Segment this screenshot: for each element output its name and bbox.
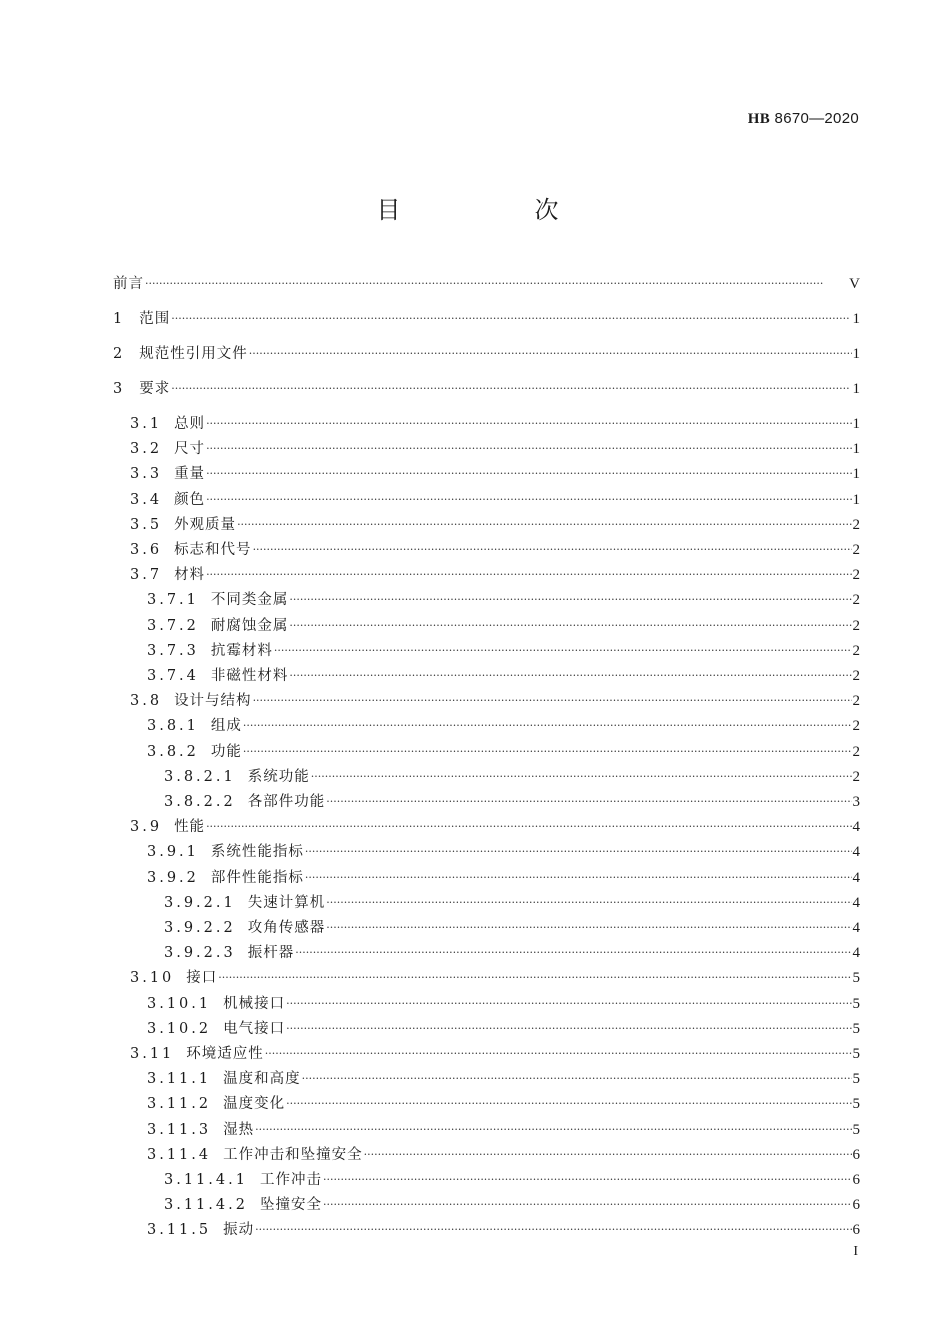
toc-entry[interactable]: [147, 666, 860, 686]
toc-entry[interactable]: [130, 968, 860, 988]
toc-entry-number: 3.11.4.1: [164, 1172, 248, 1188]
toc-dot-leader: [206, 439, 851, 459]
toc-dot-leader: [243, 742, 852, 762]
toc-entry-page: 4: [852, 945, 860, 961]
toc-entry[interactable]: [130, 540, 860, 560]
toc-dot-leader: [206, 565, 851, 585]
toc-entry-page: 2: [852, 542, 860, 558]
toc-dot-leader: [323, 1195, 852, 1215]
toc-entry-label: 要求: [139, 381, 171, 397]
toc-entry-label: 各部件功能: [247, 794, 326, 810]
toc-entry-page: 5: [852, 1122, 860, 1138]
toc-dot-leader: [253, 540, 852, 560]
toc-entry-number: 3.9: [130, 819, 163, 835]
toc-dot-leader: [326, 918, 851, 938]
toc-entry[interactable]: [147, 842, 860, 862]
toc-entry-page: 6: [852, 1222, 860, 1238]
toc-dot-leader: [206, 817, 851, 837]
toc-entry[interactable]: [147, 1120, 860, 1140]
toc-entry-number: 3.9.2.3: [164, 945, 236, 961]
toc-entry[interactable]: [130, 490, 860, 510]
toc-entry-page: 1: [852, 492, 860, 508]
toc-dot-leader: [253, 691, 852, 711]
toc-entry[interactable]: [130, 464, 860, 484]
toc-dot-leader: [305, 842, 852, 862]
toc-entry-label: 环境适应性: [186, 1046, 264, 1062]
toc-entry[interactable]: [113, 379, 860, 399]
toc-entry-label: 耐腐蚀金属: [210, 618, 289, 634]
toc-dot-leader: [305, 868, 852, 888]
toc-entry[interactable]: [113, 274, 860, 294]
toc-entry-page: 2: [852, 769, 860, 785]
toc-entry[interactable]: [164, 1170, 860, 1190]
toc-dot-leader: [145, 274, 848, 294]
toc-entry-page: 5: [852, 996, 860, 1012]
toc-entry-label: 接口: [186, 970, 218, 986]
toc-entry-label: 总则: [174, 416, 206, 432]
toc-entry-page: 5: [852, 970, 860, 986]
toc-entry-label: 温度变化: [223, 1096, 286, 1112]
toc-entry-number: 3.7.2: [147, 618, 199, 634]
toc-dot-leader: [206, 490, 851, 510]
toc-entry-label: 振动: [223, 1222, 255, 1238]
toc-dot-leader: [323, 1170, 852, 1190]
toc-entry-page: V: [849, 276, 860, 292]
standard-code-prefix: HB: [747, 111, 771, 127]
toc-entry-number: 3.2: [130, 441, 163, 457]
toc-entry[interactable]: [147, 994, 860, 1014]
toc-entry-number: 3.5: [130, 517, 163, 533]
toc-dot-leader: [237, 515, 851, 535]
toc-entry-label: 攻角传感器: [247, 920, 326, 936]
toc-entry-page: 2: [852, 618, 860, 634]
toc-entry-number: 3.8.2: [147, 744, 199, 760]
toc-entry[interactable]: [164, 943, 860, 963]
toc-entry-label: 性能: [174, 819, 206, 835]
toc-entry-label: 材料: [174, 567, 206, 583]
toc-dot-leader: [289, 616, 851, 636]
toc-entry-label: 机械接口: [223, 996, 286, 1012]
toc-dot-leader: [274, 641, 852, 661]
toc-entry-number: 3.1: [130, 416, 163, 432]
toc-dot-leader: [286, 1019, 851, 1039]
toc-entry[interactable]: [147, 742, 860, 762]
toc-entry[interactable]: [147, 1094, 860, 1114]
toc-entry-page: 5: [852, 1096, 860, 1112]
toc-entry-number: 3.4: [130, 492, 163, 508]
toc-entry-page: 1: [852, 466, 860, 482]
toc-dot-leader: [289, 590, 851, 610]
toc-entry-page: 5: [852, 1071, 860, 1087]
toc-entry-page: 1: [852, 311, 860, 327]
toc-dot-leader: [311, 767, 852, 787]
toc-entry-number: 3.10: [130, 970, 175, 986]
toc-entry[interactable]: [164, 893, 860, 913]
toc-entry-page: 5: [852, 1021, 860, 1037]
toc-entry[interactable]: [147, 641, 860, 661]
toc-entry[interactable]: [130, 691, 860, 711]
toc-dot-leader: [206, 464, 851, 484]
toc-entry-number: 3.11.1: [147, 1071, 212, 1087]
toc-entry-page: 4: [852, 819, 860, 835]
toc-entry-page: 2: [852, 517, 860, 533]
toc-dot-leader: [364, 1145, 852, 1165]
toc-entry-number: 3.10.2: [147, 1021, 212, 1037]
toc-entry-label: 非磁性材料: [210, 668, 289, 684]
toc-entry-page: 4: [852, 870, 860, 886]
toc-entry-label: 颜色: [174, 492, 206, 508]
toc-entry[interactable]: [130, 1044, 860, 1064]
toc-dot-leader: [286, 994, 851, 1014]
toc-entry-page: 2: [852, 693, 860, 709]
toc-entry[interactable]: [147, 868, 860, 888]
toc-entry-page: 1: [852, 346, 860, 362]
page-number: I: [853, 1244, 858, 1259]
toc-dot-leader: [326, 893, 851, 913]
toc-entry-label: 功能: [210, 744, 242, 760]
toc-entry-number: 2: [113, 346, 126, 362]
toc-entry-label: 设计与结构: [174, 693, 252, 709]
toc-dot-leader: [302, 1069, 852, 1089]
toc-entry-label: 湿热: [223, 1122, 255, 1138]
toc-entry-number: 3.11.4.2: [164, 1197, 248, 1213]
toc-entry-label: 规范性引用文件: [139, 346, 248, 362]
toc-dot-leader: [289, 666, 851, 686]
toc-entry-number: 3.3: [130, 466, 163, 482]
toc-entry-label: 抗霉材料: [210, 643, 273, 659]
toc-entry-label: 范围: [139, 311, 171, 327]
toc-entry-label: 前言: [113, 276, 144, 292]
toc-entry[interactable]: [130, 817, 860, 837]
toc-entry-label: 温度和高度: [223, 1071, 301, 1087]
toc-entry-page: 4: [852, 895, 860, 911]
toc-entry[interactable]: [147, 616, 860, 636]
toc-entry[interactable]: [164, 792, 860, 812]
toc-entry[interactable]: [130, 439, 860, 459]
toc-entry[interactable]: [147, 1145, 860, 1165]
toc-entry-label: 工作冲击: [259, 1172, 322, 1188]
toc-entry[interactable]: [164, 918, 860, 938]
toc-entry[interactable]: [113, 309, 860, 329]
toc-dot-leader: [295, 943, 851, 963]
toc-entry-number: 3.8.2.1: [164, 769, 236, 785]
toc-entry-page: 2: [852, 643, 860, 659]
toc-entry-page: 6: [852, 1172, 860, 1188]
toc-entry-page: 1: [852, 416, 860, 432]
toc-entry-number: 3.11: [130, 1046, 175, 1062]
toc-entry-number: 3.8.1: [147, 718, 199, 734]
toc-dot-leader: [255, 1120, 851, 1140]
toc-entry-label: 重量: [174, 466, 206, 482]
toc-entry-number: 3.9.2: [147, 870, 199, 886]
toc-entry-page: 6: [852, 1147, 860, 1163]
toc-entry-label: 振杆器: [247, 945, 295, 961]
standard-code: [748, 110, 859, 128]
page-title: 目 次: [376, 196, 614, 224]
toc-entry[interactable]: [130, 414, 860, 434]
toc-entry-number: 3.9.2.1: [164, 895, 236, 911]
toc-entry[interactable]: [164, 767, 860, 787]
toc-dot-leader: [265, 1044, 852, 1064]
toc-entry[interactable]: [147, 716, 860, 736]
toc-entry-page: 2: [852, 744, 860, 760]
toc-entry-number: 3.11.4: [147, 1147, 212, 1163]
toc-entry-label: 坠撞安全: [259, 1197, 322, 1213]
toc-entry-label: 外观质量: [174, 517, 237, 533]
toc-entry-page: 4: [852, 844, 860, 860]
toc-dot-leader: [171, 309, 851, 329]
toc-dot-leader: [206, 414, 851, 434]
standard-code-number: 8670—2020: [774, 110, 859, 127]
toc-entry[interactable]: [147, 1220, 860, 1240]
toc-entry[interactable]: [147, 590, 860, 610]
toc-entry[interactable]: [147, 1019, 860, 1039]
toc-dot-leader: [286, 1094, 851, 1114]
toc-entry[interactable]: [130, 515, 860, 535]
toc-entry-page: 2: [852, 592, 860, 608]
toc-entry-number: 3.9.1: [147, 844, 199, 860]
toc-entry-page: 3: [852, 794, 860, 810]
toc-dot-leader: [243, 716, 852, 736]
toc-dot-leader: [255, 1220, 851, 1240]
toc-entry-label: 部件性能指标: [210, 870, 304, 886]
toc-entry-page: 1: [852, 441, 860, 457]
toc-entry-number: 3.11.3: [147, 1122, 212, 1138]
toc-entry-label: 工作冲击和坠撞安全: [223, 1147, 363, 1163]
toc-entry-page: 2: [852, 718, 860, 734]
toc-entry-number: 3: [113, 381, 126, 397]
toc-entry-label: 系统性能指标: [210, 844, 304, 860]
toc-entry-label: 标志和代号: [174, 542, 252, 558]
toc-entry-number: 3.7.4: [147, 668, 199, 684]
toc-entry-page: 2: [852, 567, 860, 583]
toc-entry-label: 电气接口: [223, 1021, 286, 1037]
toc-entry-number: 3.8: [130, 693, 163, 709]
toc-entry-label: 系统功能: [247, 769, 310, 785]
toc-entry-page: 4: [852, 920, 860, 936]
toc-entry[interactable]: [130, 565, 860, 585]
toc-entry-label: 失速计算机: [247, 895, 326, 911]
toc-entry-number: 3.7.1: [147, 592, 199, 608]
toc-entry-number: 3.7.3: [147, 643, 199, 659]
toc-entry-number: 3.6: [130, 542, 163, 558]
toc-entry-label: 不同类金属: [210, 592, 289, 608]
toc-entry-label: 尺寸: [174, 441, 206, 457]
toc-entry-number: 3.10.1: [147, 996, 212, 1012]
toc-entry-page: 2: [852, 668, 860, 684]
toc-entry-number: 3.9.2.2: [164, 920, 236, 936]
toc-dot-leader: [326, 792, 851, 812]
toc-entry-page: 5: [852, 1046, 860, 1062]
toc-entry-number: 3.7: [130, 567, 163, 583]
toc-dot-leader: [249, 344, 852, 364]
toc-entry-number: 3.11.2: [147, 1096, 212, 1112]
toc-entry-label: 组成: [210, 718, 242, 734]
toc-dot-leader: [171, 379, 851, 399]
toc-entry-number: 3.11.5: [147, 1222, 212, 1238]
toc-entry-number: 3.8.2.2: [164, 794, 236, 810]
toc-entry[interactable]: [147, 1069, 860, 1089]
toc-entry-page: 6: [852, 1197, 860, 1213]
toc-entry-page: 1: [852, 381, 860, 397]
toc-entry[interactable]: [164, 1195, 860, 1215]
toc-entry-number: 1: [113, 311, 126, 327]
toc-entry[interactable]: [113, 344, 860, 364]
toc-dot-leader: [218, 968, 851, 988]
